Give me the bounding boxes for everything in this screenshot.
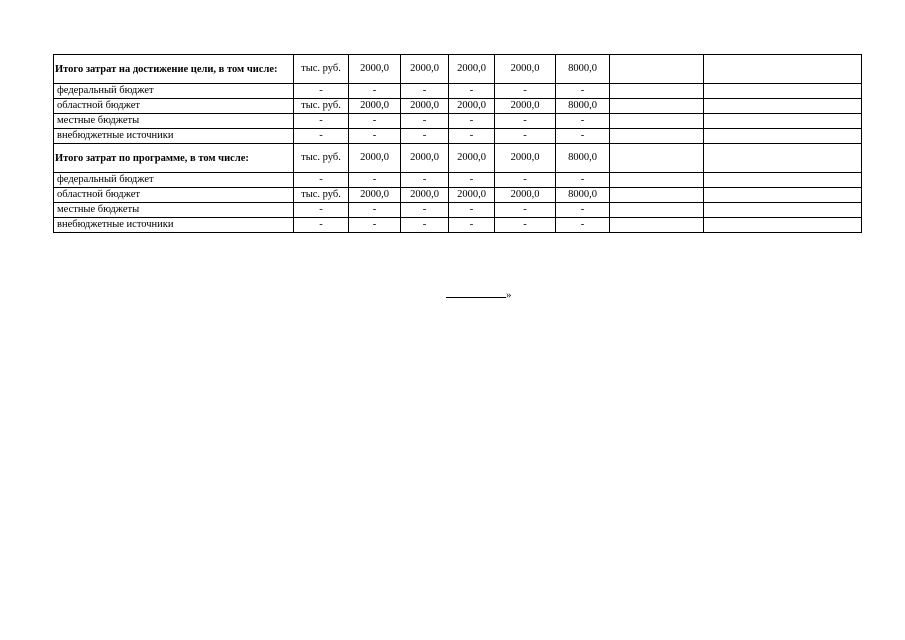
value-cell: - [495,203,556,218]
table-body [54,55,862,233]
value-cell: - [495,114,556,129]
value-cell: 2000,0 [495,144,556,173]
value-cell: 8000,0 [556,188,610,203]
value-cell: - [401,218,449,233]
unit-cell: тыс. руб. [294,55,349,84]
value-cell: 2000,0 [401,55,449,84]
value-cell [610,188,704,203]
table-row [54,84,862,99]
value-cell: - [556,114,610,129]
closing-quote: » [506,289,512,301]
row-label: федеральный бюджет [54,173,294,188]
budget-table [53,54,862,233]
value-cell: - [349,84,401,99]
value-cell: - [556,203,610,218]
unit-cell: - [294,203,349,218]
value-cell: 2000,0 [349,55,401,84]
value-cell: - [556,218,610,233]
value-cell: 2000,0 [449,144,495,173]
value-cell [704,99,862,114]
value-cell: - [401,203,449,218]
table-row [54,114,862,129]
value-cell: - [401,114,449,129]
value-cell: - [349,218,401,233]
value-cell [610,114,704,129]
value-cell: 2000,0 [401,144,449,173]
value-cell: - [556,84,610,99]
value-cell [610,99,704,114]
value-cell: - [449,129,495,144]
value-cell: 2000,0 [495,188,556,203]
value-cell: - [449,218,495,233]
unit-cell: - [294,84,349,99]
value-cell: 8000,0 [556,99,610,114]
value-cell [610,84,704,99]
row-label: местные бюджеты [54,114,294,129]
table-row [54,129,862,144]
value-cell [704,203,862,218]
table-row [54,203,862,218]
value-cell [704,173,862,188]
value-cell: - [349,129,401,144]
value-cell [610,144,704,173]
value-cell [704,55,862,84]
value-cell: - [449,203,495,218]
value-cell: - [556,173,610,188]
value-cell: 2000,0 [401,188,449,203]
signature-underline [446,287,506,298]
value-cell: 2000,0 [349,144,401,173]
row-label: областной бюджет [54,99,294,114]
value-cell [610,55,704,84]
row-label: внебюджетные источники [54,129,294,144]
total-row [54,144,862,173]
value-cell: 2000,0 [449,99,495,114]
value-cell: - [556,129,610,144]
value-cell [610,129,704,144]
value-cell: - [401,173,449,188]
value-cell [704,129,862,144]
value-cell: 2000,0 [495,99,556,114]
unit-cell: - [294,129,349,144]
value-cell: 8000,0 [556,55,610,84]
table-row [54,188,862,203]
row-label: Итого затрат на достижение цели, в том числе: [54,55,294,84]
table-row [54,99,862,114]
unit-cell: - [294,218,349,233]
value-cell: 2000,0 [449,55,495,84]
value-cell [610,173,704,188]
row-label: Итого затрат по программе, в том числе: [54,144,294,173]
value-cell: - [449,173,495,188]
value-cell [610,218,704,233]
value-cell: - [449,84,495,99]
value-cell: - [349,173,401,188]
value-cell: 2000,0 [401,99,449,114]
value-cell [704,84,862,99]
unit-cell: тыс. руб. [294,144,349,173]
value-cell: - [349,203,401,218]
value-cell: 2000,0 [349,99,401,114]
table-row [54,173,862,188]
value-cell: 2000,0 [495,55,556,84]
total-row [54,55,862,84]
row-label: федеральный бюджет [54,84,294,99]
value-cell [610,203,704,218]
unit-cell: - [294,173,349,188]
table-row [54,218,862,233]
closing-line [446,287,512,301]
value-cell: - [401,84,449,99]
value-cell [704,188,862,203]
row-label: внебюджетные источники [54,218,294,233]
value-cell [704,218,862,233]
value-cell: - [349,114,401,129]
value-cell: 2000,0 [349,188,401,203]
value-cell: - [401,129,449,144]
value-cell: - [495,129,556,144]
row-label: областной бюджет [54,188,294,203]
value-cell: - [495,173,556,188]
value-cell: 2000,0 [449,188,495,203]
value-cell: - [495,218,556,233]
unit-cell: тыс. руб. [294,99,349,114]
value-cell: 8000,0 [556,144,610,173]
value-cell [704,114,862,129]
row-label: местные бюджеты [54,203,294,218]
value-cell: - [449,114,495,129]
unit-cell: - [294,114,349,129]
unit-cell: тыс. руб. [294,188,349,203]
value-cell: - [495,84,556,99]
value-cell [704,144,862,173]
